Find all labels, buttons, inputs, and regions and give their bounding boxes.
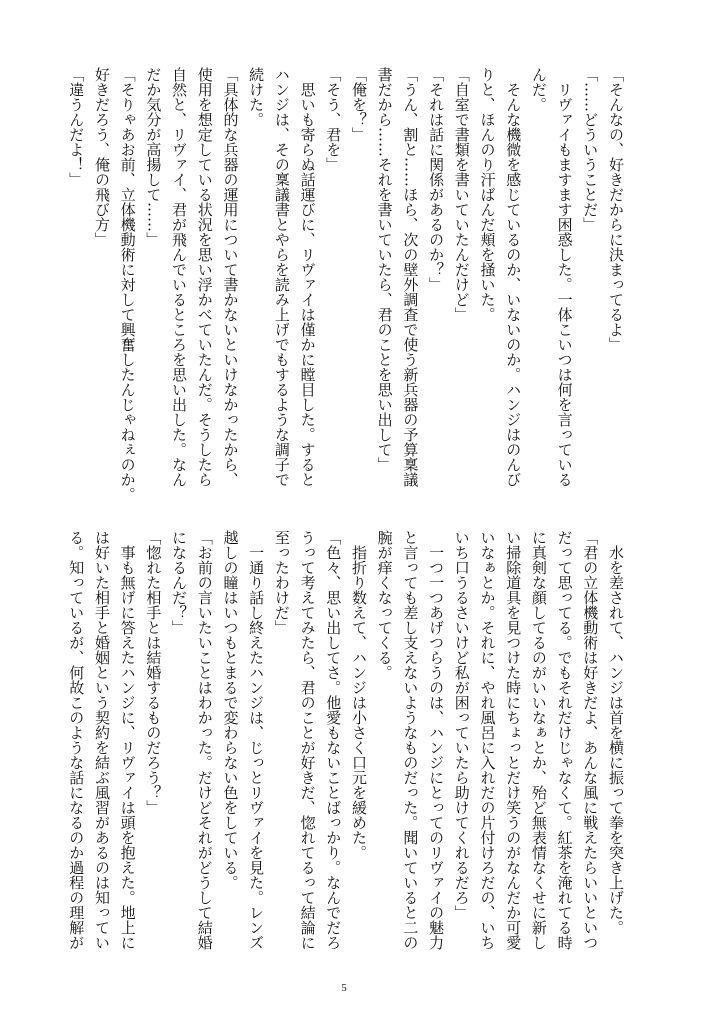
text-column: 一通り話し終えたハンジは、じっとリヴァイを見た。レンズ	[247, 530, 266, 950]
text-column: ハンジは、その稟議書とやらを読み上げでもするような調子で	[272, 67, 291, 487]
text-column: 水を差されて、ハンジは首を横に振って拳を突き上げた。	[607, 530, 625, 935]
text-column: だって思ってる。でもそれだけじゃなくて。紅茶を淹れてる時	[555, 530, 574, 950]
text-column: リヴァイもますます困惑した。一体こいつは何を言っている	[555, 67, 574, 487]
text-column: いなぁとか。それに、やれ風呂に入れだの片付けろだの、いち	[478, 530, 497, 950]
text-column: 「違うんだよ！」	[67, 67, 86, 187]
text-column: い掃除道具を見つけた時にちょっとだけ笑うのがなんだか可愛	[504, 530, 523, 950]
text-column: んだ。	[529, 67, 548, 112]
text-column: 「君の立体機動術は好きだよ、あんな風に戦えたらいいといつ	[581, 530, 600, 950]
text-column: 指折り数えて、ハンジは小さく口元を緩めた。	[349, 530, 368, 860]
text-column: 「……どういうことだ」	[581, 67, 600, 232]
text-column: 事も無げに答えたハンジに、リヴァイは頭を抱えた。地上に	[118, 530, 137, 950]
text-column: 続けた。	[247, 67, 266, 127]
text-column: 使用を想定している状況を思い浮かべていたんだ。そうしたら	[195, 67, 214, 487]
text-column: 「俺を？」	[349, 67, 368, 142]
text-column: 「惚れた相手とは結婚するものだろう？」	[144, 530, 163, 815]
text-column: は好いた相手と婚姻という契約を結ぶ風習があるのは知ってい	[92, 530, 111, 950]
text-column: いち口うるさいけど私が困っていたら助けてくれるだろ」	[452, 530, 471, 920]
text-column: 越しの瞳はいつもとまるで変わらない色をしている。	[221, 530, 240, 890]
text-column: 「それは話に関係があるのか？」	[427, 67, 446, 292]
text-column: 「そんなの、好きだからに決まってるよ」	[607, 67, 625, 352]
text-column: だか気分が高揚して……」	[144, 67, 163, 247]
text-column: 至ったわけだ」	[272, 530, 291, 635]
text-column: と言っても差し支えないようなものだった。聞いていると二の	[401, 530, 420, 950]
text-column: る。知っているが、何故このような話になるのか過程の理解が	[67, 530, 86, 950]
text-column: りと、ほんのり汗ばんだ頬を掻いた。	[478, 67, 497, 322]
text-column: になるんだ？」	[170, 530, 189, 635]
text-column: うって考えてみたら、君のことが好きだ、惚れてるって結論に	[298, 530, 317, 950]
text-column: 「お前の言いたいことはわかった。だけどそれがどうして結婚	[195, 530, 214, 950]
page-number: 5	[341, 982, 347, 994]
text-column: 「色々、思い出してさ。他愛もないことばっかり。なんでだろ	[324, 530, 343, 950]
text-column: 「そう、君を」	[324, 67, 343, 172]
text-column: 「うん、割と……ほら、次の壁外調査で使う新兵器の予算稟議	[401, 67, 420, 487]
text-column: 書だから……それを書いていたら、君のことを思い出して」	[375, 67, 394, 472]
text-column: 「そりゃあお前、立体機動術に対して興奮したんじゃねぇのか。	[118, 67, 137, 502]
text-block-bottom	[62, 530, 628, 962]
text-column: 腕が痒くなってくる。	[375, 530, 394, 680]
text-column: 好きだろう、俺の飛び方」	[92, 67, 111, 247]
text-column: 自然と、リヴァイ、君が飛んでいるところを思い出した。なん	[170, 67, 189, 487]
text-column: 思いも寄らぬ話運びに、リヴァイは僅かに瞠目した。すると	[298, 67, 317, 487]
text-column: そんな機微を感じているのか、いないのか。ハンジはのんび	[504, 67, 523, 487]
text-block-top	[62, 67, 628, 502]
text-column: 「具体的な兵器の運用について書かないといけなかったから、	[221, 67, 240, 487]
text-column: 一つ一つあげつらうのは、ハンジにとってのリヴァイの魅力	[427, 530, 446, 950]
text-column: に真剣な顔してるのがいいなぁとか、殆ど無表情なくせに新し	[529, 530, 548, 950]
text-column: 「自室で書類を書いていたんだけど」	[452, 67, 471, 322]
